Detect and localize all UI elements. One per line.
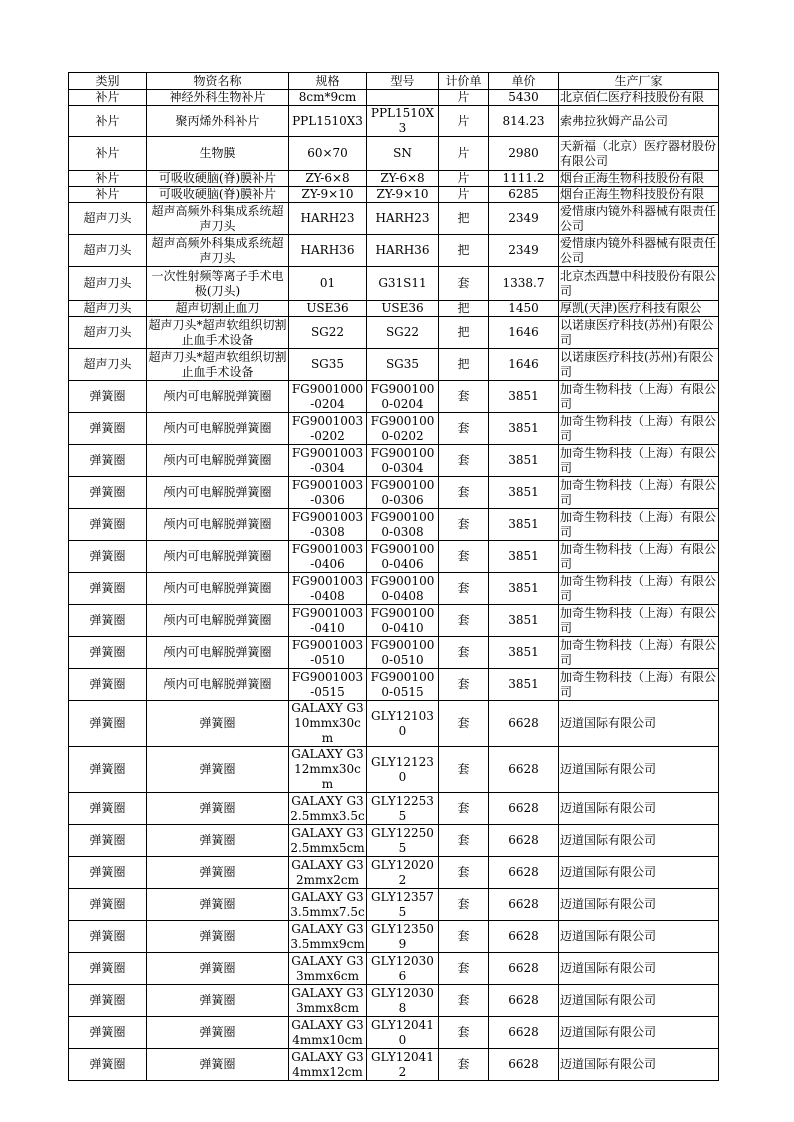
table-row — [69, 953, 719, 985]
cell-spec: GALAXY G3 3.5mmx7.5c — [290, 889, 365, 919]
cell-item-name: 超声刀头*超声软组织切割止血手术设备 — [148, 317, 287, 347]
cell-unit: 把 — [439, 235, 489, 267]
cell-price: 3851 — [489, 541, 559, 573]
cell-price: 5430 — [489, 90, 559, 106]
table-row — [69, 747, 719, 793]
cell-category: 弹簧圈 — [69, 985, 147, 1017]
cell-spec: GALAXY G3 3mmx6cm — [289, 953, 367, 985]
cell-category: 超声刀头 — [69, 267, 147, 301]
cell-spec: FG9001003-0306 — [289, 477, 367, 509]
cell-price: 2980 — [489, 137, 559, 171]
cell-manufacturer: 加奇生物科技（上海）有限公司 — [559, 413, 719, 445]
header-price: 单价 — [489, 73, 559, 90]
cell-category: 弹簧圈 — [69, 669, 147, 701]
table-row — [69, 317, 719, 349]
table-row — [69, 106, 719, 137]
cell-manufacturer: 加奇生物科技（上海）有限公司 — [559, 541, 719, 573]
cell-model — [367, 90, 439, 106]
cell-manufacturer: 加奇生物科技（上海）有限公司 — [559, 477, 719, 509]
cell-item-name: 颅内可电解脱弹簧圈 — [147, 573, 289, 605]
cell-price: 6628 — [489, 1017, 559, 1049]
cell-price: 6628 — [489, 857, 559, 889]
cell-spec: 60×70 — [289, 137, 367, 171]
cell-category: 弹簧圈 — [69, 857, 147, 889]
cell-price: 1111.2 — [489, 171, 559, 187]
table-row — [69, 825, 719, 857]
cell-price: 3851 — [489, 637, 559, 669]
cell-spec: FG9001003-0406 — [289, 541, 367, 573]
cell-model: HARH23 — [367, 203, 439, 235]
table-row — [69, 235, 719, 267]
cell-item-name: 超声高频外科集成系统超声刀头 — [147, 235, 289, 267]
cell-category: 弹簧圈 — [69, 637, 147, 669]
table-row — [69, 985, 719, 1017]
cell-unit: 套 — [439, 825, 489, 857]
cell-category: 弹簧圈 — [69, 1017, 147, 1049]
cell-model: FG9001000-0410 — [367, 605, 439, 637]
cell-price: 6285 — [489, 187, 559, 203]
cell-model: GLY122535 — [367, 793, 439, 825]
table-row — [69, 921, 719, 953]
cell-manufacturer: 迈道国际有限公司 — [559, 953, 719, 985]
cell-manufacturer: 迈道国际有限公司 — [559, 1017, 719, 1049]
cell-model: ZY-9×10 — [367, 187, 439, 203]
cell-unit: 套 — [439, 267, 489, 301]
cell-category: 弹簧圈 — [69, 509, 147, 541]
cell-unit: 套 — [439, 445, 489, 477]
cell-category: 补片 — [69, 106, 147, 137]
cell-manufacturer: 加奇生物科技（上海）有限公司 — [559, 605, 719, 637]
cell-manufacturer: 以诺康医疗科技(苏州)有限公司 — [559, 349, 719, 381]
cell-price: 1646 — [489, 349, 559, 381]
cell-spec: 01 — [289, 267, 367, 301]
cell-price: 6628 — [489, 701, 559, 747]
cell-unit: 套 — [439, 921, 489, 953]
table-row — [69, 605, 719, 637]
table-row — [69, 889, 719, 921]
cell-unit: 片 — [439, 171, 489, 187]
cell-unit: 套 — [439, 953, 489, 985]
table-row — [69, 857, 719, 889]
cell-unit: 套 — [439, 413, 489, 445]
cell-model: SG35 — [367, 349, 439, 381]
cell-manufacturer: 迈道国际有限公司 — [559, 985, 719, 1017]
cell-spec: GALAXY G3 4mmx10cm — [289, 1017, 367, 1049]
cell-item-name: 可吸收硬脑(脊)膜补片 — [147, 171, 289, 187]
cell-spec: FG9001003-0408 — [289, 573, 367, 605]
cell-model: GLY121230 — [367, 747, 439, 793]
cell-category: 弹簧圈 — [69, 477, 147, 509]
cell-category: 弹簧圈 — [69, 793, 147, 825]
cell-spec: GALAXY G3 3mmx8cm — [289, 985, 367, 1017]
cell-manufacturer: 烟台正海生物科技股份有限 — [559, 171, 719, 187]
cell-item-name: 弹簧圈 — [147, 825, 289, 857]
cell-category: 弹簧圈 — [69, 541, 147, 573]
cell-unit: 套 — [439, 985, 489, 1017]
cell-spec: SG35 — [289, 349, 367, 381]
cell-category: 弹簧圈 — [69, 413, 147, 445]
cell-manufacturer: 加奇生物科技（上海）有限公司 — [559, 445, 719, 477]
cell-manufacturer: 厚凯(天津)医疗科技有限公 — [559, 301, 719, 317]
cell-model: FG9001000-0408 — [367, 573, 439, 605]
cell-manufacturer: 迈道国际有限公司 — [559, 857, 719, 889]
cell-spec: 8cm*9cm — [289, 90, 367, 106]
cell-spec: HARH23 — [289, 203, 367, 235]
table-row — [69, 793, 719, 825]
cell-category: 超声刀头 — [69, 301, 147, 317]
cell-manufacturer: 加奇生物科技（上海）有限公司 — [559, 573, 719, 605]
cell-item-name: 超声刀头*超声软组织切割止血手术设备 — [148, 349, 287, 379]
table-row — [69, 187, 719, 203]
cell-spec: GALAXY G3 2.5mmx5cm — [290, 825, 365, 855]
cell-manufacturer: 索弗拉狄姆产品公司 — [559, 106, 719, 137]
cell-category: 弹簧圈 — [69, 701, 147, 747]
cell-price: 3851 — [489, 573, 559, 605]
cell-price: 3851 — [489, 381, 559, 413]
cell-spec: GALAXY G3 2mmx2cm — [289, 857, 367, 889]
cell-price: 814.23 — [489, 106, 559, 137]
cell-price: 2349 — [489, 203, 559, 235]
cell-unit: 片 — [439, 90, 489, 106]
cell-item-name: 超声切割止血刀 — [147, 301, 289, 317]
cell-model: FG9001000-0515 — [367, 669, 439, 701]
cell-unit: 套 — [439, 509, 489, 541]
cell-manufacturer: 烟台正海生物科技股份有限 — [559, 187, 719, 203]
cell-price: 6628 — [489, 889, 559, 921]
cell-category: 弹簧圈 — [69, 921, 147, 953]
table-row — [69, 137, 719, 171]
cell-price: 1338.7 — [489, 267, 559, 301]
cell-unit: 片 — [439, 106, 489, 137]
header-spec: 规格 — [289, 73, 367, 90]
cell-price: 6628 — [489, 825, 559, 857]
cell-category: 补片 — [69, 171, 147, 187]
table-row — [69, 90, 719, 106]
table-body — [69, 90, 719, 1081]
cell-item-name: 弹簧圈 — [147, 701, 289, 747]
header-unit: 计价单 — [439, 73, 489, 90]
cell-price: 6628 — [489, 921, 559, 953]
cell-manufacturer: 加奇生物科技（上海）有限公司 — [559, 381, 719, 413]
cell-unit: 套 — [439, 541, 489, 573]
cell-item-name: 神经外科生物补片 — [147, 90, 289, 106]
cell-unit: 套 — [439, 573, 489, 605]
table-row — [69, 1017, 719, 1049]
cell-price: 6628 — [489, 793, 559, 825]
cell-spec: GALAXY G3 3.5mmx9cm — [290, 921, 365, 951]
table-row — [69, 171, 719, 187]
table-row — [69, 1049, 719, 1081]
cell-item-name: 弹簧圈 — [147, 921, 289, 953]
cell-item-name: 颅内可电解脱弹簧圈 — [147, 541, 289, 573]
cell-category: 弹簧圈 — [69, 445, 147, 477]
cell-unit: 把 — [439, 317, 489, 349]
cell-item-name: 弹簧圈 — [147, 793, 289, 825]
cell-spec: FG9001003-0510 — [289, 637, 367, 669]
cell-model: FG9001000-0204 — [367, 381, 439, 413]
cell-spec: FG9001003-0202 — [289, 413, 367, 445]
cell-model: GLY120202 — [367, 857, 439, 889]
cell-unit: 套 — [439, 857, 489, 889]
cell-manufacturer: 迈道国际有限公司 — [559, 921, 719, 953]
cell-item-name: 一次性射频等离子手术电极(刀头) — [147, 267, 289, 301]
cell-unit: 把 — [439, 203, 489, 235]
cell-price: 1450 — [489, 301, 559, 317]
cell-manufacturer: 爱惜康内镜外科器械有限责任公司 — [559, 235, 719, 267]
table-row — [69, 509, 719, 541]
cell-price: 6628 — [489, 1049, 559, 1081]
cell-category: 弹簧圈 — [69, 381, 147, 413]
cell-manufacturer: 迈道国际有限公司 — [559, 889, 719, 921]
cell-spec: ZY-6×8 — [289, 171, 367, 187]
cell-manufacturer: 加奇生物科技（上海）有限公司 — [559, 509, 719, 541]
cell-unit: 套 — [439, 477, 489, 509]
cell-item-name: 弹簧圈 — [147, 1017, 289, 1049]
cell-item-name: 弹簧圈 — [147, 985, 289, 1017]
cell-unit: 套 — [439, 669, 489, 701]
table-row — [69, 267, 719, 301]
cell-price: 3851 — [489, 445, 559, 477]
cell-model: FG9001000-0510 — [367, 637, 439, 669]
cell-spec: FG9001003-0304 — [289, 445, 367, 477]
cell-manufacturer: 天新福（北京）医疗器材股份有限公司 — [559, 137, 719, 171]
header-item-name: 物资名称 — [147, 73, 289, 90]
cell-unit: 套 — [439, 381, 489, 413]
cell-unit: 把 — [439, 349, 489, 381]
table-row — [69, 413, 719, 445]
cell-category: 弹簧圈 — [69, 889, 147, 921]
header-category: 类别 — [69, 73, 147, 90]
cell-item-name: 超声高频外科集成系统超声刀头 — [147, 203, 289, 235]
cell-model: PPL1510X3 — [367, 106, 439, 137]
cell-spec: SG22 — [289, 317, 367, 349]
cell-model: G31S11 — [367, 267, 439, 301]
cell-item-name: 颅内可电解脱弹簧圈 — [147, 509, 289, 541]
cell-spec: GALAXY G3 10mmx30cm — [289, 701, 367, 747]
cell-manufacturer: 迈道国际有限公司 — [559, 701, 719, 747]
cell-model: FG9001000-0308 — [367, 509, 439, 541]
cell-item-name: 可吸收硬脑(脊)膜补片 — [147, 187, 289, 203]
header-row — [69, 73, 719, 90]
cell-item-name: 弹簧圈 — [147, 747, 289, 793]
header-manufacturer: 生产厂家 — [559, 73, 719, 90]
cell-item-name: 颅内可电解脱弹簧圈 — [147, 637, 289, 669]
cell-category: 弹簧圈 — [69, 953, 147, 985]
cell-item-name: 颅内可电解脱弹簧圈 — [147, 445, 289, 477]
cell-category: 弹簧圈 — [69, 605, 147, 637]
cell-spec: USE36 — [289, 301, 367, 317]
cell-price: 2349 — [489, 235, 559, 267]
cell-unit: 套 — [439, 1049, 489, 1081]
cell-model: GLY120410 — [367, 1017, 439, 1049]
cell-unit: 把 — [439, 301, 489, 317]
cell-model: SN — [367, 137, 439, 171]
cell-spec: GALAXY G3 12mmx30cm — [289, 747, 367, 793]
cell-manufacturer: 加奇生物科技（上海）有限公司 — [559, 637, 719, 669]
cell-item-name: 颅内可电解脱弹簧圈 — [147, 477, 289, 509]
table-row — [69, 477, 719, 509]
cell-item-name: 生物膜 — [147, 137, 289, 171]
cell-category: 超声刀头 — [69, 203, 147, 235]
cell-price: 3851 — [489, 605, 559, 637]
cell-item-name: 弹簧圈 — [147, 857, 289, 889]
table-row — [69, 541, 719, 573]
cell-category: 补片 — [69, 187, 147, 203]
table-row — [69, 637, 719, 669]
cell-category: 超声刀头 — [69, 349, 147, 381]
table-row — [69, 573, 719, 605]
table-row — [69, 381, 719, 413]
cell-unit: 套 — [439, 793, 489, 825]
table-row — [69, 669, 719, 701]
cell-model: FG9001000-0202 — [367, 413, 439, 445]
cell-model: USE36 — [367, 301, 439, 317]
cell-item-name: 弹簧圈 — [147, 953, 289, 985]
cell-price: 3851 — [489, 669, 559, 701]
cell-spec: FG9001003-0515 — [289, 669, 367, 701]
cell-manufacturer: 迈道国际有限公司 — [559, 793, 719, 825]
cell-price: 3851 — [489, 413, 559, 445]
cell-model: GLY120308 — [367, 985, 439, 1017]
cell-item-name: 颅内可电解脱弹簧圈 — [147, 669, 289, 701]
cell-model: FG9001000-0406 — [367, 541, 439, 573]
cell-manufacturer: 迈道国际有限公司 — [559, 747, 719, 793]
cell-item-name: 聚丙烯外科补片 — [147, 106, 289, 137]
cell-manufacturer: 北京佰仁医疗科技股份有限 — [559, 90, 719, 106]
cell-model: GLY121030 — [367, 701, 439, 747]
cell-spec: FG9001003-0308 — [289, 509, 367, 541]
cell-price: 3851 — [489, 477, 559, 509]
cell-category: 弹簧圈 — [69, 747, 147, 793]
cell-price: 6628 — [489, 953, 559, 985]
cell-category: 弹簧圈 — [69, 1049, 147, 1081]
cell-model: GLY120306 — [367, 953, 439, 985]
cell-category: 弹簧圈 — [69, 825, 147, 857]
cell-model: HARH36 — [367, 235, 439, 267]
cell-unit: 套 — [439, 701, 489, 747]
cell-category: 补片 — [69, 90, 147, 106]
cell-item-name: 颅内可电解脱弹簧圈 — [147, 605, 289, 637]
cell-unit: 套 — [439, 889, 489, 921]
cell-price: 1646 — [489, 317, 559, 349]
cell-category: 超声刀头 — [69, 235, 147, 267]
cell-manufacturer: 北京杰西慧中科技股份有限公司 — [559, 267, 719, 301]
table-row — [69, 349, 719, 381]
cell-unit: 片 — [439, 137, 489, 171]
cell-model: GLY123509 — [367, 921, 439, 953]
table-row — [69, 701, 719, 747]
cell-spec: FG9001000-0204 — [289, 381, 367, 413]
cell-model: FG9001000-0306 — [367, 477, 439, 509]
cell-spec: ZY-9×10 — [289, 187, 367, 203]
table-row — [69, 203, 719, 235]
cell-manufacturer: 以诺康医疗科技(苏州)有限公司 — [559, 317, 719, 349]
cell-unit: 套 — [439, 637, 489, 669]
cell-spec: HARH36 — [289, 235, 367, 267]
cell-unit: 套 — [439, 605, 489, 637]
cell-model: GLY120412 — [367, 1049, 439, 1081]
cell-item-name: 颅内可电解脱弹簧圈 — [147, 413, 289, 445]
cell-price: 3851 — [489, 509, 559, 541]
cell-model: FG9001000-0304 — [367, 445, 439, 477]
cell-model: ZY-6×8 — [367, 171, 439, 187]
table-row — [69, 445, 719, 477]
cell-category: 超声刀头 — [69, 317, 147, 349]
cell-manufacturer: 爱惜康内镜外科器械有限责任公司 — [559, 203, 719, 235]
cell-model: GLY122505 — [367, 825, 439, 857]
cell-category: 弹簧圈 — [69, 573, 147, 605]
cell-manufacturer: 迈道国际有限公司 — [559, 825, 719, 857]
table-row — [69, 301, 719, 317]
header-model: 型号 — [367, 73, 439, 90]
cell-category: 补片 — [69, 137, 147, 171]
cell-manufacturer: 迈道国际有限公司 — [559, 1049, 719, 1081]
cell-spec: PPL1510X3 — [289, 106, 367, 137]
cell-unit: 套 — [439, 1017, 489, 1049]
cell-price: 6628 — [489, 747, 559, 793]
cell-price: 6628 — [489, 985, 559, 1017]
cell-item-name: 弹簧圈 — [147, 889, 289, 921]
cell-spec: GALAXY G3 2.5mmx3.5c — [290, 793, 365, 823]
cell-spec: FG9001003-0410 — [289, 605, 367, 637]
cell-spec: GALAXY G3 4mmx12cm — [289, 1049, 367, 1081]
cell-unit: 片 — [439, 187, 489, 203]
materials-price-table — [68, 72, 719, 1081]
cell-unit: 套 — [439, 747, 489, 793]
cell-item-name: 弹簧圈 — [147, 1049, 289, 1081]
cell-manufacturer: 加奇生物科技（上海）有限公司 — [559, 669, 719, 701]
cell-model: GLY123575 — [367, 889, 439, 921]
cell-item-name: 颅内可电解脱弹簧圈 — [147, 381, 289, 413]
cell-model: SG22 — [367, 317, 439, 349]
